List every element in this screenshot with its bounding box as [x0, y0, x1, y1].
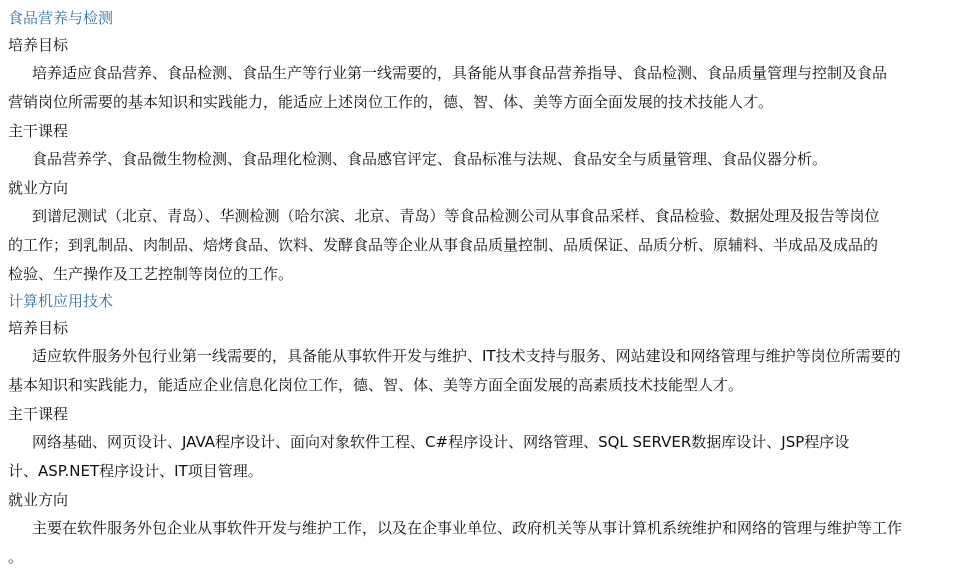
section-heading: 主干课程 — [8, 405, 69, 423]
block-core-courses — [8, 117, 945, 174]
paragraph-line: 培养适应食品营养、食品检测、食品生产等行业第一线需要的，具备能从事食品营养指导、食品检测、食品质量管理与控制及食品 — [32, 64, 888, 82]
section-heading: 就业方向 — [8, 491, 69, 509]
paragraph — [8, 342, 945, 400]
paragraph-line: 的工作；到乳制品、肉制品、焙烤食品、饮料、发酵食品等企业从事食品质量控制、品质保证、品质分析、原辅料、半成品及成品的 — [8, 236, 879, 254]
block-training-goal — [8, 314, 945, 400]
major-title: 食品营养与检测 — [8, 9, 114, 27]
paragraph-line: 。 — [8, 548, 24, 566]
paragraph-line: 网络基础、网页设计、JAVA程序设计、面向对象软件工程、C#程序设计、网络管理、SQL SERVER数据库设计、JSP程序设 — [32, 433, 850, 451]
paragraph-line: 计、ASP.NET程序设计、IT项目管理。 — [8, 462, 263, 480]
block-career-direction — [8, 486, 945, 572]
section-heading: 培养目标 — [8, 36, 69, 54]
section-heading: 就业方向 — [8, 179, 69, 197]
paragraph — [8, 514, 945, 572]
block-training-goal — [8, 31, 945, 117]
section-heading: 主干课程 — [8, 122, 69, 140]
major-section-computer — [8, 289, 945, 572]
paragraph-line: 营销岗位所需要的基本知识和实践能力，能适应上述岗位工作的，德、智、体、美等方面全面发展的技术技能人才。 — [8, 93, 774, 111]
paragraph — [8, 202, 945, 289]
major-section-food — [8, 6, 945, 289]
paragraph-line: 主要在软件服务外包企业从事软件开发与维护工作，以及在企事业单位、政府机关等从事计算机系统维护和网络的管理与维护等工作 — [32, 519, 903, 537]
paragraph — [8, 145, 945, 174]
paragraph-line: 适应软件服务外包行业第一线需要的，具备能从事软件开发与维护、IT技术支持与服务、网站建设和网络管理与维护等岗位所需要的 — [32, 347, 901, 365]
paragraph-line: 食品营养学、食品微生物检测、食品理化检测、食品感官评定、食品标准与法规、食品安全与质量管理、食品仪器分析。 — [32, 150, 828, 168]
block-career-direction — [8, 174, 945, 289]
paragraph-line: 检验、生产操作及工艺控制等岗位的工作。 — [8, 265, 294, 283]
block-core-courses — [8, 400, 945, 486]
paragraph-line: 基本知识和实践能力，能适应企业信息化岗位工作，德、智、体、美等方面全面发展的高素质技术技能型人才。 — [8, 376, 744, 394]
section-heading: 培养目标 — [8, 319, 69, 337]
paragraph — [8, 428, 945, 486]
paragraph-line: 到谱尼测试（北京、青岛）、华测检测（哈尔滨、北京、青岛）等食品检测公司从事食品采样、食品检验、数据处理及报告等岗位 — [32, 207, 880, 225]
major-title: 计算机应用技术 — [8, 292, 114, 310]
paragraph — [8, 59, 945, 117]
